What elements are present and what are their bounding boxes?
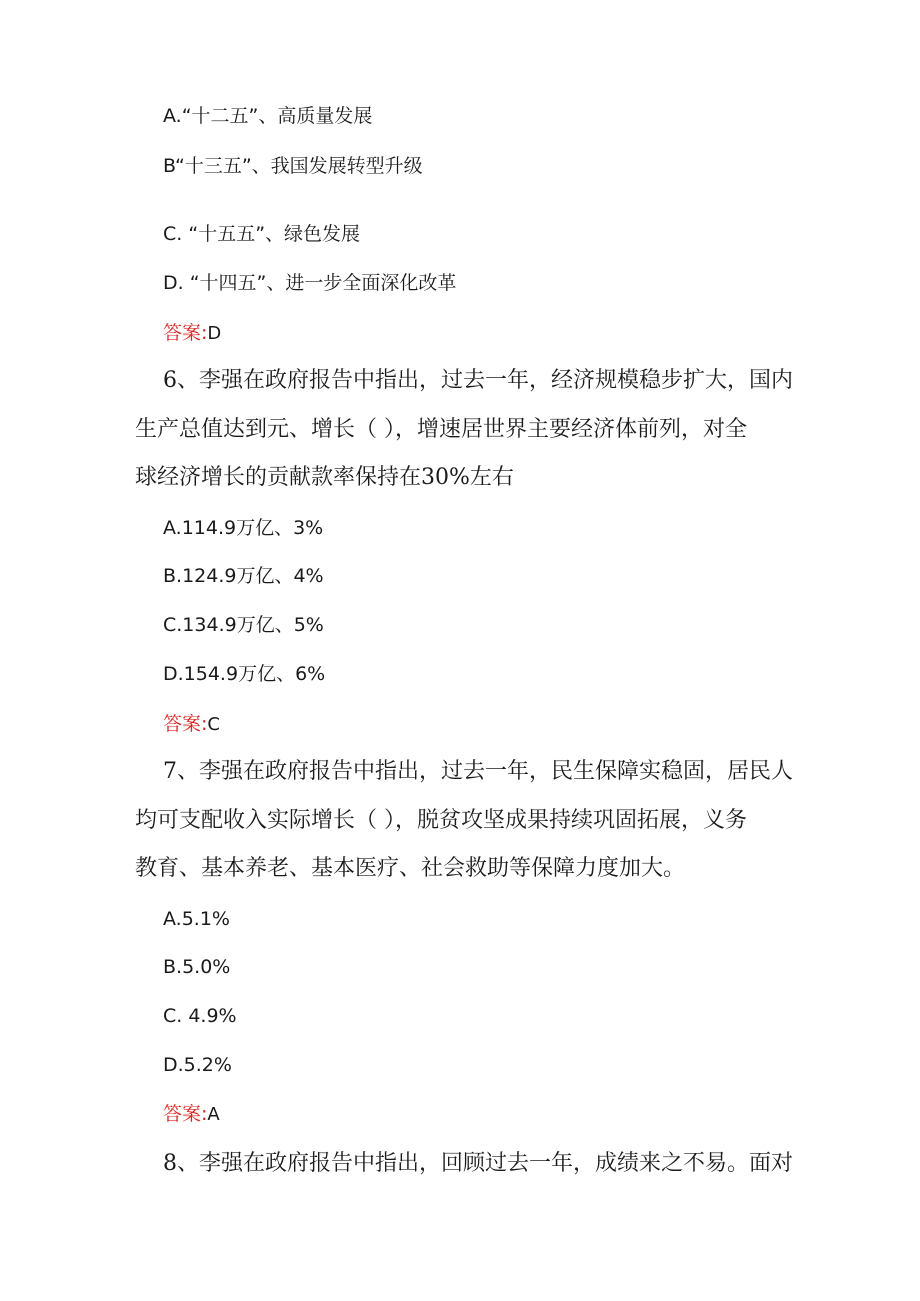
q7-line-2: 均可支配收入实际增长（ ），脱贫攻坚成果持续巩固拓展，义务: [135, 807, 747, 833]
q7-line-1: 7、李强在政府报告中指出，过去一年，民生保障实稳固，居民人: [163, 759, 793, 784]
answer-value: A: [207, 1104, 220, 1125]
q6-option-a: A.114.9万亿、3%: [163, 517, 324, 539]
q6-line-3: 球经济增长的贡献款率保持在30%左右: [135, 465, 514, 490]
q7-option-c: C. 4.9%: [163, 1005, 237, 1027]
q7-answer: [163, 1099, 220, 1129]
q5-answer: [163, 318, 221, 348]
answer-value: D: [207, 323, 222, 344]
q6-option-c: C.134.9万亿、5%: [163, 614, 324, 636]
q6-answer: [163, 709, 220, 739]
q6-line-2: 生产总值达到元、增长（ ），增速居世界主要经济体前列，对全: [135, 416, 747, 442]
q7-question: [135, 748, 795, 894]
q7-option-b: B.5.0%: [163, 956, 231, 978]
answer-label: 答案:: [163, 713, 208, 735]
q6-question: [135, 357, 795, 503]
q7-line-3: 教育、基本养老、基本医疗、社会救助等保障力度加大。: [135, 856, 686, 881]
q8-question: [135, 1140, 795, 1189]
q6-option-d: D.154.9万亿、6%: [163, 663, 326, 685]
q5-option-d: D. “十四五”、进一步全面深化改革: [163, 272, 457, 294]
q6-line-1: 6、李强在政府报告中指出，过去一年，经济规模稳步扩大，国内: [163, 368, 793, 393]
q7-option-d: D.5.2%: [163, 1054, 232, 1076]
q6-option-b: B.124.9万亿、4%: [163, 565, 324, 587]
answer-label: 答案:: [163, 322, 208, 344]
answer-label: 答案:: [163, 1103, 208, 1125]
answer-value: C: [207, 714, 220, 735]
q8-line-1: 8、李强在政府报告中指出，回顾过去一年，成绩来之不易。面对: [163, 1151, 793, 1176]
q5-option-b: B“十三五”、我国发展转型升级: [163, 155, 423, 177]
q5-option-c: C. “十五五”、绿色发展: [163, 223, 361, 245]
q7-option-a: A.5.1%: [163, 908, 230, 930]
q5-option-a: A.“十二五”、高质量发展: [163, 105, 373, 127]
